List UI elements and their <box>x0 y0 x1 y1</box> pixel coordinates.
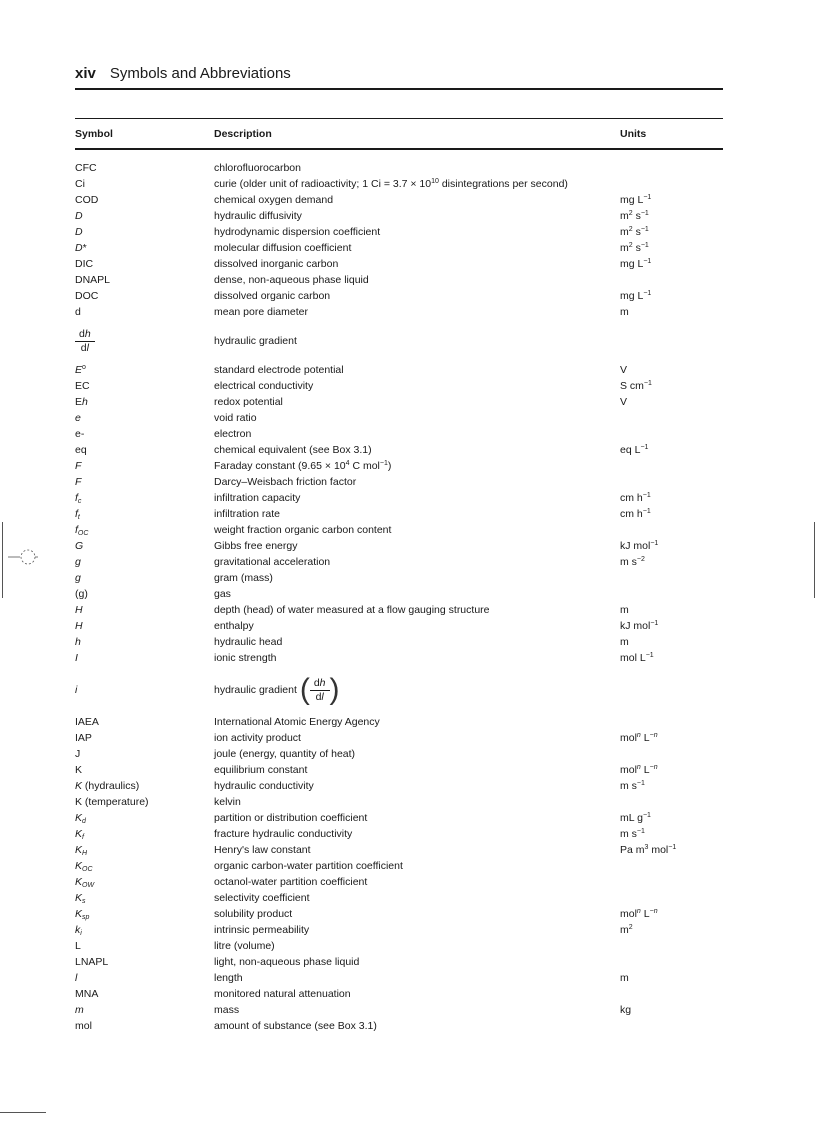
description-cell: hydraulic conductivity <box>214 780 314 792</box>
symbol-cell: IAP <box>75 732 92 744</box>
symbol-cell: G <box>75 540 84 552</box>
table-row <box>0 570 816 586</box>
units-cell: mol$^n$ $L^{-n}$ <box>620 764 658 776</box>
units-cell: cm $h^{-1}$ <box>620 492 651 504</box>
description-cell: monitored natural attenuation <box>214 988 351 1000</box>
symbol-cell: g <box>75 556 81 568</box>
description-cell: ionic strength <box>214 652 277 664</box>
table-row <box>0 746 816 762</box>
description-cell: equilibrium constant <box>214 764 308 776</box>
symbol-cell: l <box>75 972 78 984</box>
description-cell: joule (energy, quantity of heat) <box>214 748 356 760</box>
units-cell: mg $L^{-1}$ <box>620 194 652 206</box>
description-cell: hydraulic gradient ( $\frac{dh}{dl}$ ) <box>214 673 340 707</box>
table-row <box>0 320 816 362</box>
units-cell: mol $L^{-1}$ <box>620 652 654 664</box>
table-row <box>0 288 816 304</box>
table-header-rule <box>75 148 723 150</box>
units-cell: $m^2$ <box>620 924 633 936</box>
units-cell: mL $g^{-1}$ <box>620 812 651 824</box>
description-cell: hydrodynamic dispersion coefficient <box>214 226 381 238</box>
table-row <box>0 208 816 224</box>
description-cell: Henry's law constant <box>214 844 311 856</box>
symbol-cell: I <box>75 652 78 664</box>
symbol-cell: e- <box>75 428 85 440</box>
running-head-title: Symbols and Abbreviations <box>109 65 291 82</box>
units-cell: m $s^{-1}$ <box>620 828 645 840</box>
symbol-cell: $k_i$ <box>75 924 82 937</box>
symbol-cell: $K_f$ <box>75 828 84 841</box>
units-cell: kJ mol$^{-1}$ <box>620 540 659 552</box>
description-cell: curie (older unit of radioactivity; 1 $Ci = 3.7 \times 10^{10}$ disintegrations per second) <box>214 178 568 190</box>
col-head-symbol: Symbol <box>75 128 113 140</box>
units-cell: Pa $m^3$ mol$^{-1}$ <box>620 844 677 856</box>
units-cell: mol$^n$ $L^{-n}$ <box>620 908 658 920</box>
symbol-cell: Eh <box>75 396 88 408</box>
description-cell: gas <box>214 588 231 600</box>
symbol-cell: H <box>75 620 83 632</box>
description-cell: hydraulic head <box>214 636 283 648</box>
units-cell: S $cm^{-1}$ <box>620 380 652 392</box>
table-row <box>0 890 816 906</box>
description-cell: hydraulic gradient <box>214 335 297 347</box>
description-cell: dense, non-aqueous phase liquid <box>214 274 369 286</box>
symbol-cell: i <box>75 684 78 696</box>
units-cell: m <box>620 636 629 648</box>
symbol-cell: L <box>75 940 81 952</box>
description-cell: ion activity product <box>214 732 301 744</box>
symbol-cell: CFC <box>75 162 97 174</box>
symbol-cell: D <box>75 210 83 222</box>
symbol-cell: $K_H$ <box>75 844 88 857</box>
symbol-cell: $K_{sp}$ <box>75 908 90 921</box>
symbol-cell: COD <box>75 194 99 206</box>
symbol-cell: h <box>75 636 81 648</box>
symbol-cell: LNAPL <box>75 956 109 968</box>
description-cell: infiltration capacity <box>214 492 301 504</box>
units-cell: mol$^n$ $L^{-n}$ <box>620 732 658 744</box>
table-row <box>0 378 816 394</box>
description-cell: chemical equivalent (see Box 3.1) <box>214 444 372 456</box>
symbol-cell: J <box>75 748 81 760</box>
units-cell: m <box>620 972 629 984</box>
symbol-cell: K (temperature) <box>75 796 149 808</box>
units-cell: V <box>620 396 628 408</box>
symbol-cell: DIC <box>75 258 94 270</box>
table-row <box>0 730 816 746</box>
table-row <box>0 922 816 938</box>
table-row <box>0 762 816 778</box>
registration-mark-icon <box>8 542 38 572</box>
units-cell: eq $L^{-1}$ <box>620 444 649 456</box>
table-row <box>0 304 816 320</box>
crop-mark <box>2 522 3 598</box>
description-cell: depth (head) of water measured at a flow gauging structure <box>214 604 490 616</box>
description-cell: electron <box>214 428 252 440</box>
symbol-cell: $f_t$ <box>75 508 80 521</box>
description-cell: intrinsic permeability <box>214 924 310 936</box>
description-cell: gram (mass) <box>214 572 273 584</box>
symbol-cell: DNAPL <box>75 274 111 286</box>
symbol-cell: EC <box>75 380 90 392</box>
symbol-cell: $E^o$ <box>75 364 86 376</box>
symbol-cell: K (hydraulics) <box>75 780 140 792</box>
table-row <box>0 224 816 240</box>
description-cell: standard electrode potential <box>214 364 344 376</box>
description-cell: length <box>214 972 243 984</box>
header-rule <box>75 88 723 90</box>
symbol-cell: $K_d$ <box>75 812 86 825</box>
symbol-cell: Ci <box>75 178 85 190</box>
table-row <box>0 426 816 442</box>
description-cell: fracture hydraulic conductivity <box>214 828 353 840</box>
description-cell: selectivity coefficient <box>214 892 310 904</box>
table-row <box>0 442 816 458</box>
table-row <box>0 906 816 922</box>
units-cell: m <box>620 306 629 318</box>
units-cell: mg $L^{-1}$ <box>620 258 652 270</box>
table-row <box>0 986 816 1002</box>
description-cell: dissolved inorganic carbon <box>214 258 339 270</box>
units-cell: cm $h^{-1}$ <box>620 508 651 520</box>
col-head-description: Description <box>214 128 272 140</box>
running-head <box>75 64 291 84</box>
description-cell: amount of substance (see Box 3.1) <box>214 1020 377 1032</box>
table-row <box>0 538 816 554</box>
table-row <box>0 240 816 256</box>
table-row <box>0 176 816 192</box>
description-cell: chlorofluorocarbon <box>214 162 301 174</box>
symbol-cell: K <box>75 764 83 776</box>
table-row <box>0 842 816 858</box>
table-row <box>0 362 816 378</box>
table-row <box>0 874 816 890</box>
description-cell: Faraday constant ($9.65 \times 10^4$ C mol$^{-1}$) <box>214 460 392 472</box>
table-row <box>0 970 816 986</box>
table-row <box>0 160 816 176</box>
table-row <box>0 586 816 602</box>
description-cell: octanol-water partition coefficient <box>214 876 368 888</box>
description-cell: enthalpy <box>214 620 254 632</box>
table-row <box>0 522 816 538</box>
symbol-cell: $f_{OC}$ <box>75 524 89 537</box>
units-cell: m <box>620 604 629 616</box>
table-row <box>0 634 816 650</box>
description-cell: void ratio <box>214 412 257 424</box>
symbol-cell: m <box>75 1004 84 1016</box>
gradient-fraction: ( $\frac{dh}{dl}$ ) <box>299 673 340 707</box>
table-row <box>0 938 816 954</box>
table-row <box>0 778 816 794</box>
symbol-cell: g <box>75 572 81 584</box>
symbol-cell: F <box>75 476 82 488</box>
symbol-cell: e <box>75 412 81 424</box>
table-row <box>0 650 816 666</box>
symbol-cell: $f_c$ <box>75 492 82 505</box>
table-row <box>0 794 816 810</box>
table-row <box>0 410 816 426</box>
units-cell: kg <box>620 1004 632 1016</box>
description-cell: partition or distribution coefficient <box>214 812 368 824</box>
description-cell: hydraulic diffusivity <box>214 210 302 222</box>
units-cell: mg $L^{-1}$ <box>620 290 652 302</box>
table-row <box>0 458 816 474</box>
symbol-cell: (g) <box>75 588 88 600</box>
table-top-rule <box>75 118 723 119</box>
description-cell: mean pore diameter <box>214 306 308 318</box>
symbol-cell: DOC <box>75 290 99 302</box>
description-cell: kelvin <box>214 796 241 808</box>
description-cell: solubility product <box>214 908 293 920</box>
units-cell: m $s^{-2}$ <box>620 556 645 568</box>
symbol-cell: mol <box>75 1020 92 1032</box>
units-cell: kJ mol$^{-1}$ <box>620 620 659 632</box>
units-cell: $m^2$ $s^{-1}$ <box>620 226 649 238</box>
symbol-cell: D <box>75 226 83 238</box>
symbol-cell: $K_{OW}$ <box>75 876 95 889</box>
table-row <box>0 506 816 522</box>
symbol-cell: $\frac{dh}{dl}$ <box>75 320 95 362</box>
description-cell: gravitational acceleration <box>214 556 331 568</box>
table-row <box>0 954 816 970</box>
description-cell: mass <box>214 1004 240 1016</box>
description-cell: dissolved organic carbon <box>214 290 331 302</box>
crop-mark <box>814 522 815 598</box>
symbol-cell: IAEA <box>75 716 99 728</box>
description-cell: International Atomic Energy Agency <box>214 716 380 728</box>
table-row <box>0 1002 816 1018</box>
table-row <box>0 394 816 410</box>
symbol-cell: H <box>75 604 83 616</box>
symbol-cell: $K_{OC}$ <box>75 860 93 873</box>
table-row <box>0 192 816 208</box>
description-cell: chemical oxygen demand <box>214 194 334 206</box>
symbol-cell: D* <box>75 242 87 254</box>
description-cell: weight fraction organic carbon content <box>214 524 392 536</box>
description-cell: light, non-aqueous phase liquid <box>214 956 360 968</box>
symbol-cell: F <box>75 460 82 472</box>
table-row <box>0 554 816 570</box>
page-number: xiv <box>75 65 96 82</box>
table-row <box>0 1018 816 1034</box>
description-cell: organic carbon-water partition coefficient <box>214 860 403 872</box>
symbol-cell: $K_s$ <box>75 892 86 905</box>
table-row <box>0 666 816 714</box>
units-cell: V <box>620 364 628 376</box>
table-row <box>0 858 816 874</box>
crop-mark <box>0 1112 46 1113</box>
table-row <box>0 272 816 288</box>
col-head-units: Units <box>620 128 647 140</box>
table-row <box>0 810 816 826</box>
symbol-cell: eq <box>75 444 87 456</box>
description-cell: Darcy–Weisbach friction factor <box>214 476 357 488</box>
table-row <box>0 618 816 634</box>
description-cell: litre (volume) <box>214 940 275 952</box>
symbol-cell: MNA <box>75 988 99 1000</box>
table-row <box>0 826 816 842</box>
table-row <box>0 714 816 730</box>
table-row <box>0 602 816 618</box>
description-cell: infiltration rate <box>214 508 280 520</box>
units-cell: $m^2$ $s^{-1}$ <box>620 210 649 222</box>
units-cell: m $s^{-1}$ <box>620 780 645 792</box>
symbol-cell: d <box>75 306 81 318</box>
description-cell: molecular diffusion coefficient <box>214 242 352 254</box>
table-row <box>0 474 816 490</box>
description-cell: redox potential <box>214 396 283 408</box>
units-cell: $m^2$ $s^{-1}$ <box>620 242 649 254</box>
description-cell: Gibbs free energy <box>214 540 298 552</box>
table-row <box>0 256 816 272</box>
description-cell: electrical conductivity <box>214 380 314 392</box>
table-row <box>0 490 816 506</box>
